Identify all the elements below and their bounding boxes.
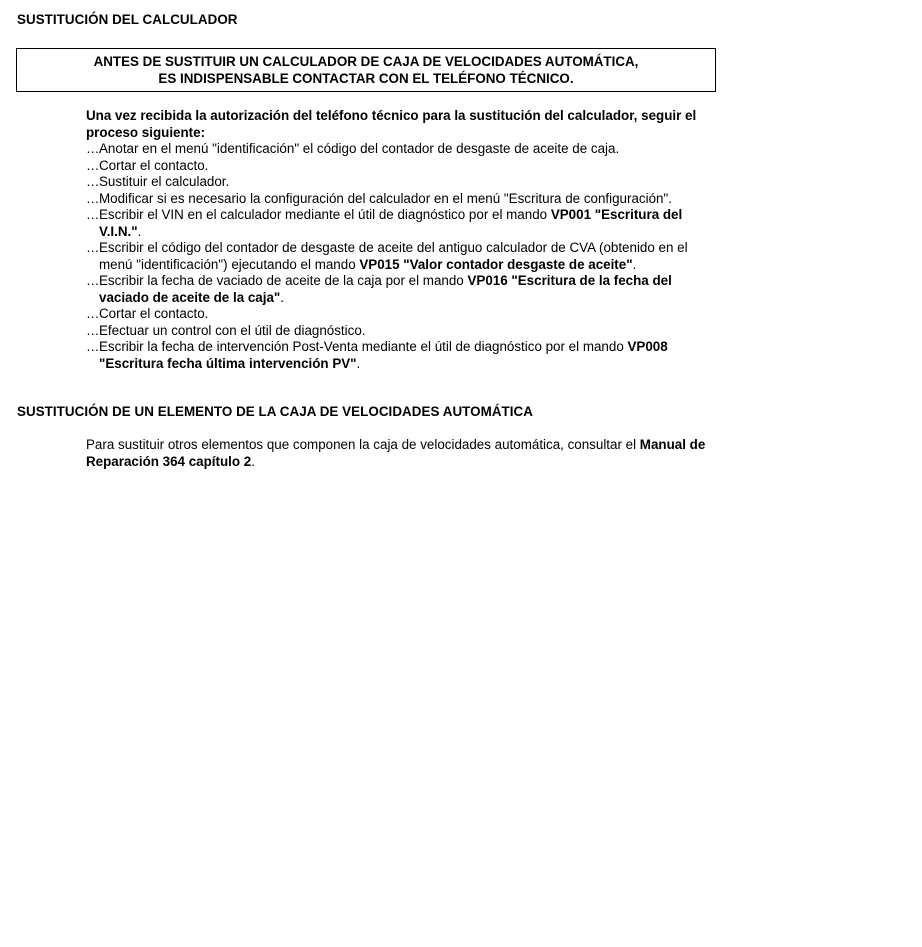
step-text: Escribir el código del contador de desgaste de aceite del antiguo calculador de CVA (obtenido en el menú "identificación") ejecutando el mando (99, 240, 688, 272)
step-text: Cortar el contacto. (99, 306, 209, 321)
procedure-step (86, 174, 718, 191)
procedure-steps-list (86, 141, 718, 372)
step-text-end: . (632, 256, 637, 272)
step-text: Escribir el VIN en el calculador mediante el útil de diagnóstico por el mando (99, 207, 551, 222)
procedure-step (86, 323, 718, 340)
procedure-step (86, 240, 718, 273)
step-text: Escribir la fecha de intervención Post-Venta mediante el útil de diagnóstico por el mando (99, 339, 628, 354)
step-text: Modificar si es necesario la configuración del calculador en el menú "Escritura de configuración". (99, 190, 672, 206)
warning-line-2: ES INDISPENSABLE CONTACTAR CON EL TELÉFONO TÉCNICO. (158, 70, 574, 86)
procedure-step (86, 339, 718, 372)
procedure-step (86, 306, 718, 323)
step-text-end: . (137, 223, 142, 239)
procedure-step (86, 141, 718, 158)
paragraph-text-end: . (251, 453, 255, 469)
step-text-end: . (356, 355, 361, 371)
paragraph-text: Para sustituir otros elementos que componen la caja de velocidades automática, consultar el (86, 437, 640, 452)
step-text: Efectuar un control con el útil de diagnóstico. (99, 322, 366, 338)
section-title-calculator-replacement: SUSTITUCIÓN DEL CALCULADOR (17, 12, 238, 27)
step-command: VP008 "Escritura fecha última intervención PV" (99, 339, 668, 371)
procedure-step (86, 158, 718, 175)
step-command: VP001 "Escritura del V.I.N." (99, 207, 683, 239)
element-replacement-paragraph (86, 437, 718, 470)
section-title-element-replacement: SUSTITUCIÓN DE UN ELEMENTO DE LA CAJA DE VELOCIDADES AUTOMÁTICA (17, 404, 533, 419)
step-text: Anotar en el menú "identificación" el código del contador de desgaste de aceite de caja. (99, 141, 620, 156)
procedure-step (86, 191, 718, 208)
procedure-intro: Una vez recibida la autorización del teléfono técnico para la sustitución del calculador, seguir el proceso siguiente: (86, 108, 697, 140)
step-text: Sustituir el calculador. (99, 174, 230, 189)
procedure-step (86, 273, 718, 306)
warning-box (16, 48, 716, 92)
manual-reference: Manual de Reparación 364 capítulo 2 (86, 437, 706, 469)
step-text-end: . (280, 289, 285, 305)
step-text: Cortar el contacto. (99, 157, 209, 173)
procedure-step (86, 207, 718, 240)
step-text: Escribir la fecha de vaciado de aceite de la caja por el mando (99, 273, 468, 288)
step-command: VP016 "Escritura de la fecha del vaciado de aceite de la caja" (99, 273, 672, 305)
step-command: VP015 "Valor contador desgaste de aceite" (359, 256, 633, 272)
warning-line-1: ANTES DE SUSTITUIR UN CALCULADOR DE CAJA DE VELOCIDADES AUTOMÁTICA, (93, 54, 639, 69)
